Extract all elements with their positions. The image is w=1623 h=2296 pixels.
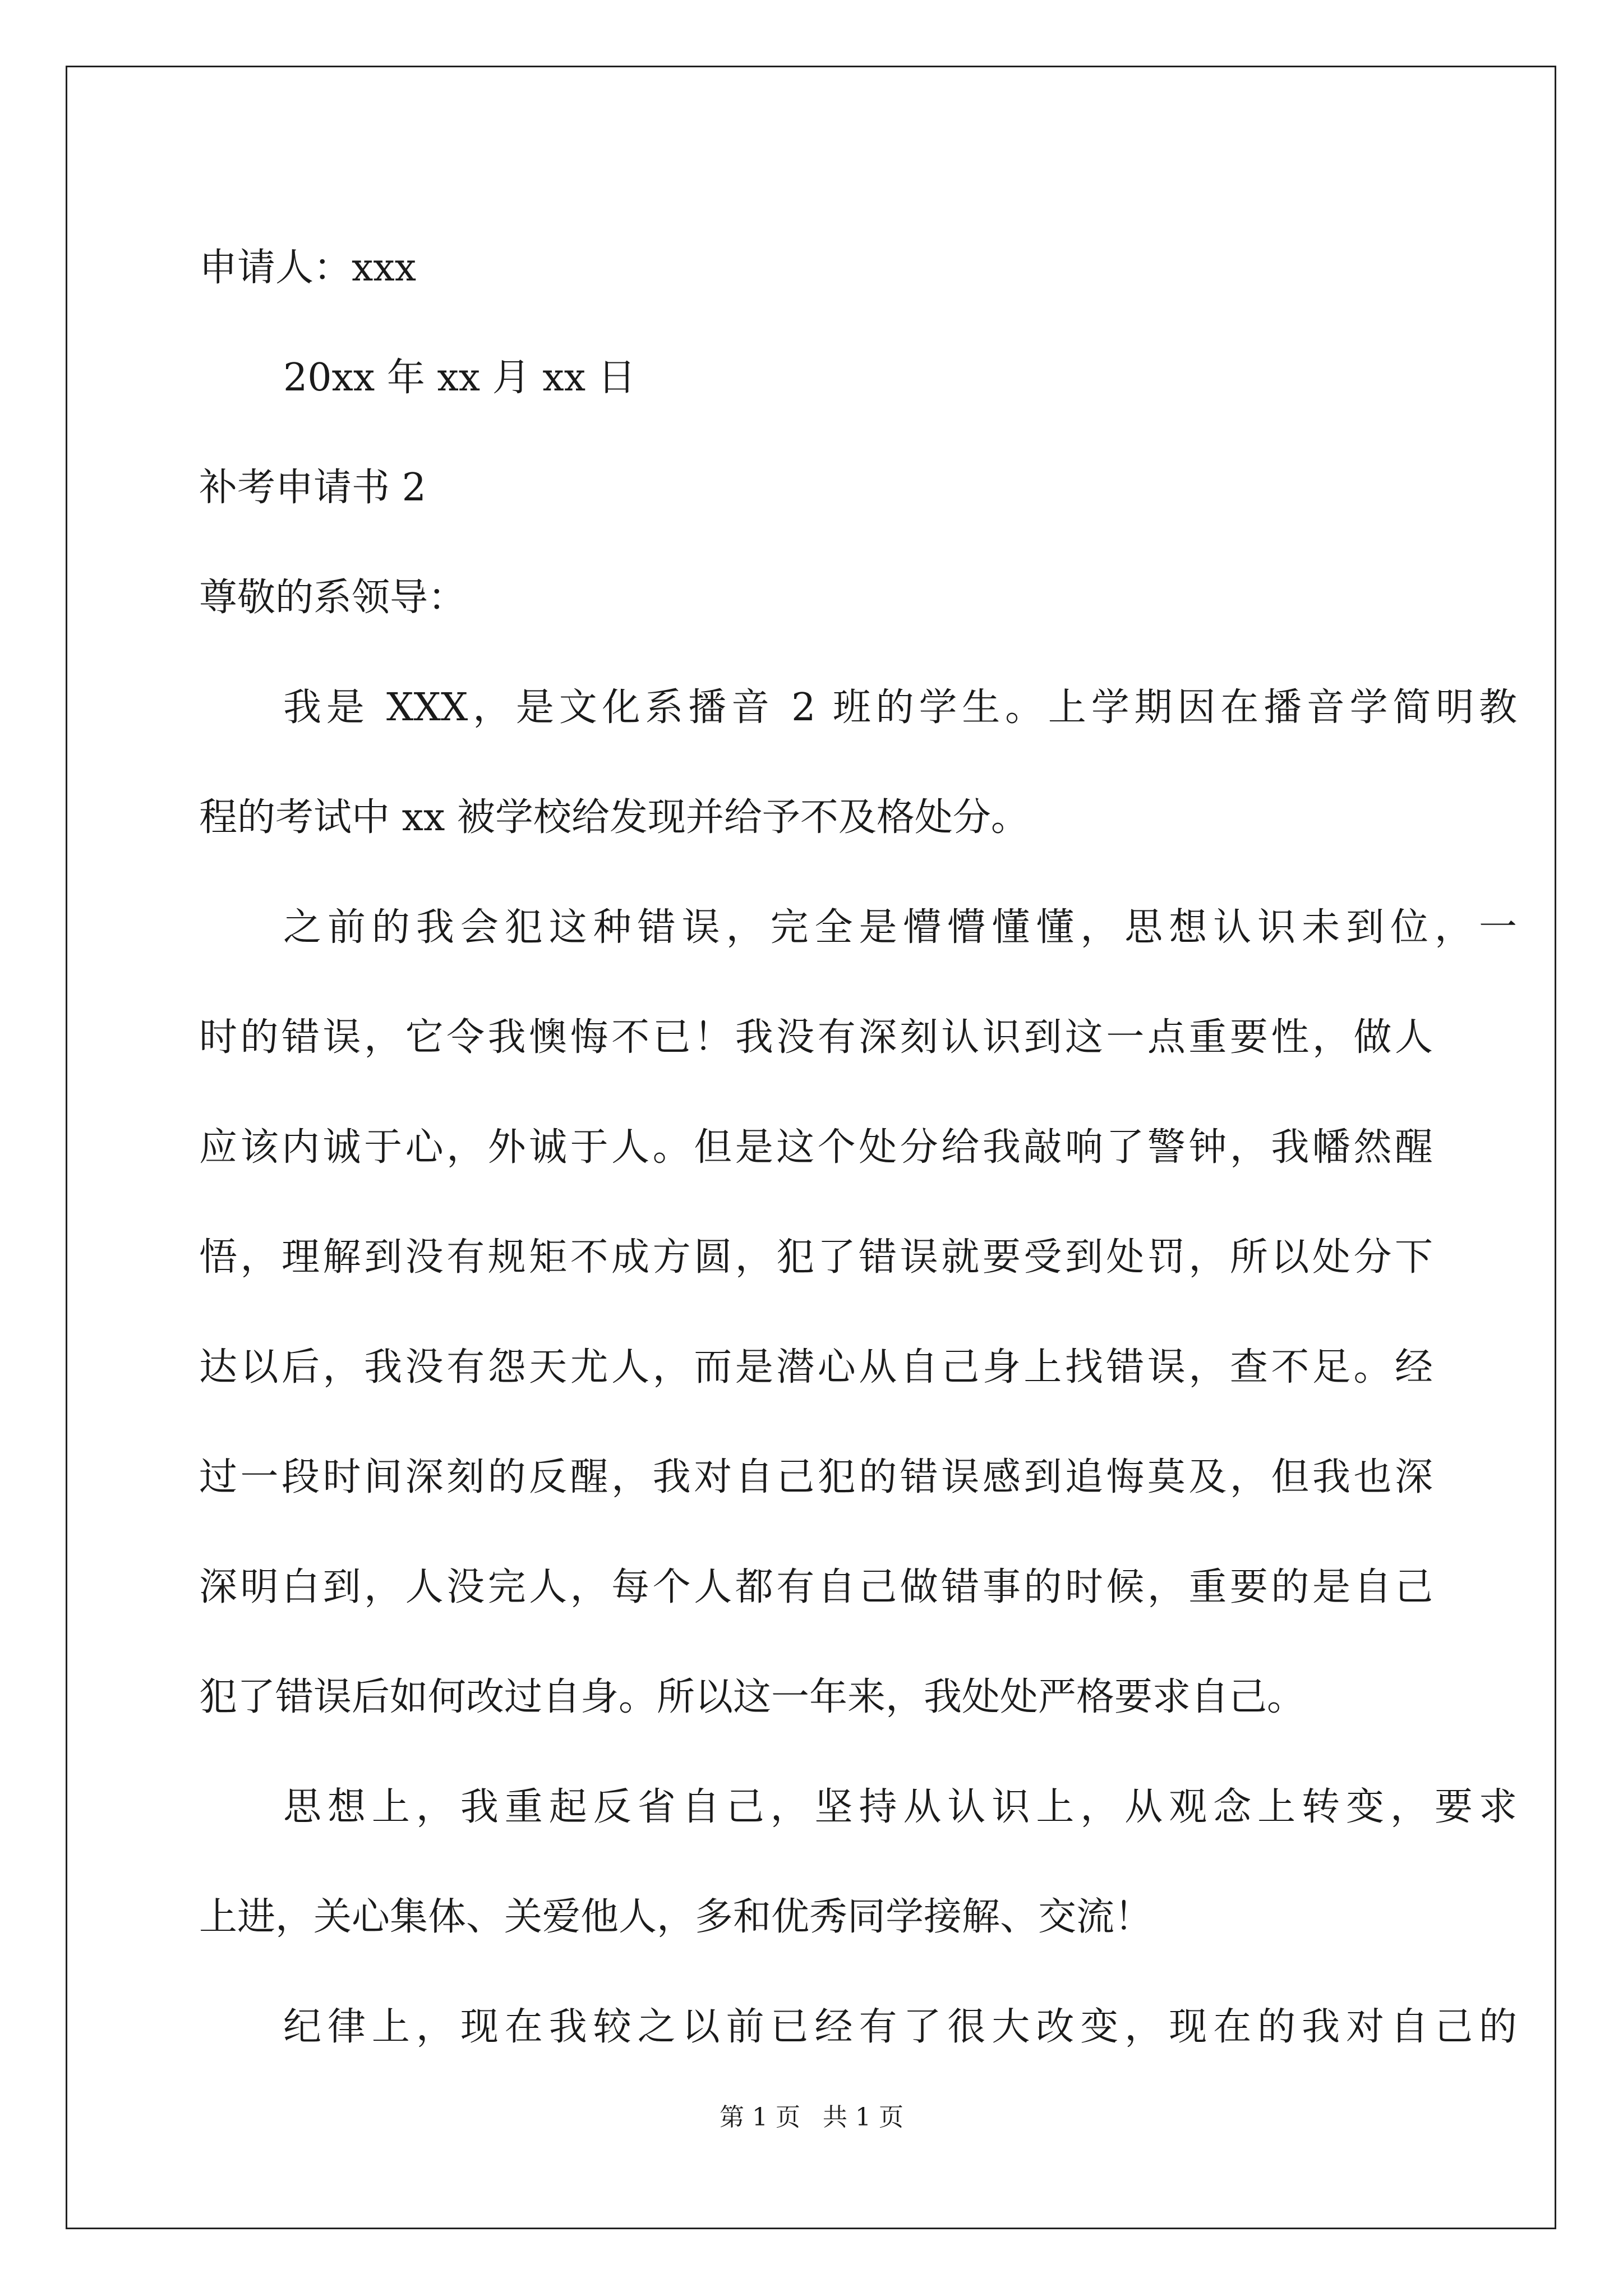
- paragraph-4-line-1: 纪律上，现在我较之以前已经有了很大改变，现在的我对自己的: [283, 2005, 1517, 2049]
- paragraph-1-line-1: 我是 XXX，是文化系播音 2 班的学生。上学期因在播音学简明教: [283, 685, 1517, 730]
- paragraph-2-line-8: 犯了错误后如何改过自身。所以这一年来，我处处严格要求自己。: [199, 1675, 1306, 1719]
- paragraph-2-line-2: 时的错误，它令我懊悔不已！我没有深刻认识到这一点重要性，做人: [199, 1015, 1433, 1060]
- document-body: [199, 213, 1517, 2082]
- paragraph-1-line-2: 程的考试中 xx 被学校给发现并给予不及格处分。: [199, 795, 1029, 840]
- page-footer: [0, 2097, 1623, 2133]
- paragraph-2-line-5: 达以后，我没有怨天尤人，而是潜心从自己身上找错误，查不足。经: [199, 1345, 1433, 1389]
- paragraph-2-line-3: 应该内诚于心，外诚于人。但是这个处分给我敲响了警钟，我幡然醒: [199, 1125, 1433, 1170]
- paragraph-3-line-2: 上进，关心集体、关爱他人，多和优秀同学接解、交流！: [199, 1895, 1153, 1939]
- paragraph-2-line-7: 深明白到，人没完人，每个人都有自己做错事的时候，重要的是自己: [199, 1565, 1433, 1609]
- paragraph-2-line-4: 悟，理解到没有规矩不成方圆，犯了错误就要受到处罚，所以处分下: [199, 1235, 1433, 1280]
- document-title: 补考申请书 2: [199, 466, 426, 510]
- paragraph-2-line-1: 之前的我会犯这种错误，完全是懵懵懂懂，思想认识未到位，一: [283, 905, 1517, 950]
- applicant-line: 申请人：xxx: [199, 246, 417, 290]
- date-line: 20xx 年 xx 月 xx 日: [283, 356, 636, 400]
- paragraph-2-line-6: 过一段时间深刻的反醒，我对自己犯的错误感到追悔莫及，但我也深: [199, 1455, 1433, 1499]
- page-total: 共 1 页: [823, 2103, 903, 2132]
- paragraph-3-line-1: 思想上，我重起反省自己，坚持从认识上，从观念上转变，要求: [283, 1785, 1517, 1829]
- salutation: 尊敬的系领导：: [199, 576, 467, 620]
- page-number: 第 1 页: [720, 2103, 800, 2132]
